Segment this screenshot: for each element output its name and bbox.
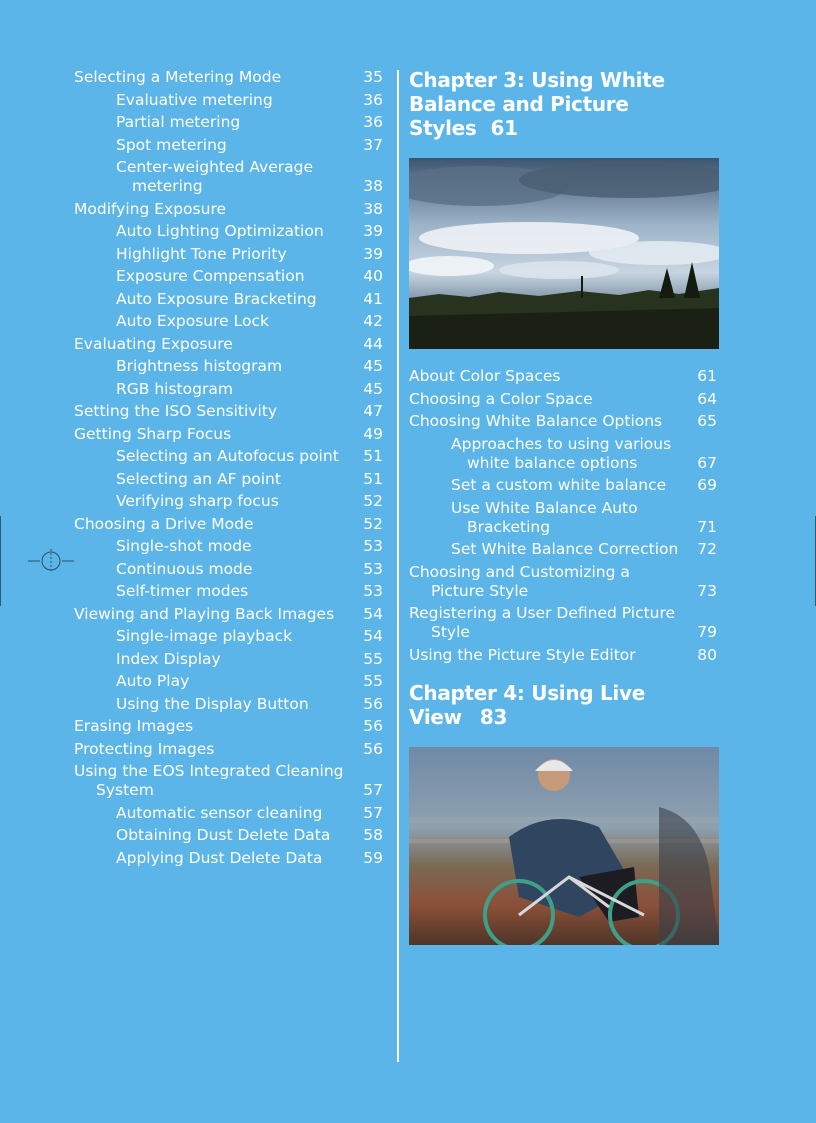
chapter-4-page-number: 83 <box>479 704 508 729</box>
toc-entry-page-number: 36 <box>363 90 383 109</box>
toc-entry-page-number: 52 <box>363 492 383 510</box>
toc-entry-title: Index Display <box>116 649 221 668</box>
toc-entry-title: Viewing and Playing Back Images <box>74 604 335 623</box>
toc-entry[interactable] <box>74 672 386 691</box>
toc-entry[interactable] <box>74 826 386 845</box>
toc-entry-page-number: 56 <box>363 739 383 758</box>
toc-entry[interactable] <box>74 136 386 155</box>
toc-entry[interactable] <box>409 540 719 559</box>
toc-entry[interactable] <box>409 476 719 495</box>
toc-entry[interactable] <box>74 717 386 736</box>
toc-entry-title: Protecting Images <box>74 739 215 758</box>
toc-entry-title: Selecting a Metering Mode <box>74 68 282 86</box>
toc-entry[interactable] <box>74 470 386 489</box>
registration-crosshair-icon <box>28 549 74 573</box>
toc-entry-page-number: 38 <box>363 199 383 218</box>
toc-entry-title: Registering a User Defined Picture Style <box>409 604 676 641</box>
toc-entry-page-number: 71 <box>697 517 717 536</box>
toc-entry-page-number: 39 <box>363 244 383 263</box>
toc-entry[interactable] <box>74 560 386 579</box>
toc-entry-title: Choosing and Customizing a Picture Style <box>409 562 630 600</box>
toc-entry[interactable] <box>74 380 386 399</box>
toc-entry-page-number: 59 <box>363 848 383 867</box>
toc-entry-page-number: 36 <box>363 113 383 131</box>
toc-entry-title: Using the Picture Style Editor <box>409 645 636 664</box>
toc-left-column <box>74 68 386 871</box>
toc-entry-page-number: 56 <box>363 717 383 735</box>
toc-entry[interactable] <box>74 357 386 376</box>
toc-entry[interactable] <box>74 222 386 241</box>
toc-entry-page-number: 57 <box>363 781 383 799</box>
toc-entry[interactable] <box>74 650 386 669</box>
toc-entry-page-number: 61 <box>697 367 717 385</box>
toc-entry[interactable] <box>74 762 386 800</box>
toc-entry-page-number: 51 <box>363 447 383 465</box>
toc-entry[interactable] <box>409 563 719 601</box>
chapter-4-title: Chapter 4: Using Live View <box>409 680 645 729</box>
cyclist-photo <box>409 747 719 945</box>
toc-entry-page-number: 49 <box>363 424 383 443</box>
toc-entry-title: Using the EOS Integrated Cleaning System <box>74 762 344 799</box>
toc-entry[interactable] <box>74 695 386 714</box>
toc-entry-title: Auto Exposure Lock <box>116 312 269 330</box>
toc-entry-title: Set White Balance Correction <box>451 540 679 558</box>
toc-entry[interactable] <box>74 335 386 354</box>
column-divider <box>397 70 399 1062</box>
left-trim-mark <box>0 516 1 606</box>
chapter-4-heading[interactable] <box>409 681 719 729</box>
toc-entry-title: Choosing White Balance Options <box>409 412 663 430</box>
toc-entry-page-number: 64 <box>697 389 717 408</box>
toc-entry-title: Setting the ISO Sensitivity <box>74 402 278 420</box>
toc-entry-title: RGB histogram <box>116 379 233 398</box>
toc-entry-page-number: 47 <box>363 402 383 420</box>
toc-entry-title: Auto Lighting Optimization <box>116 222 324 240</box>
toc-entry[interactable] <box>74 804 386 823</box>
toc-entry-title: Verifying sharp focus <box>116 492 279 510</box>
toc-entry-page-number: 54 <box>363 627 383 645</box>
toc-entry[interactable] <box>74 113 386 132</box>
landscape-photo <box>409 158 719 349</box>
toc-entry-title: Erasing Images <box>74 717 194 735</box>
toc-entry[interactable] <box>74 515 386 534</box>
toc-entry-title: Partial metering <box>116 113 241 131</box>
chapter-3-title-line2: Balance and Picture Styles <box>409 92 629 140</box>
toc-entry[interactable] <box>74 200 386 219</box>
toc-entry[interactable] <box>74 605 386 624</box>
toc-entry-page-number: 45 <box>363 357 383 375</box>
toc-entry[interactable] <box>74 740 386 759</box>
toc-entry-page-number: 52 <box>363 514 383 533</box>
toc-entry-page-number: 41 <box>363 289 383 308</box>
cyclist-illustration <box>409 747 719 945</box>
toc-entry-title: Single-shot mode <box>116 537 252 555</box>
toc-entry-title: Selecting an Autofocus point <box>116 447 339 465</box>
toc-entry-page-number: 72 <box>697 540 717 558</box>
chapter-3-title-line1: Chapter 3: Using White <box>409 68 665 92</box>
toc-entry-page-number: 37 <box>363 135 383 154</box>
toc-entry[interactable] <box>74 158 386 196</box>
toc-entry-title: Applying Dust Delete Data <box>116 848 323 867</box>
toc-entry-title: About Color Spaces <box>409 367 561 385</box>
toc-entry[interactable] <box>74 425 386 444</box>
toc-entry[interactable] <box>74 245 386 264</box>
chapter-3-page-number: 61 <box>490 116 518 140</box>
toc-entry[interactable] <box>74 402 386 421</box>
toc-entry-page-number: 39 <box>363 222 383 240</box>
toc-entry[interactable] <box>74 267 386 286</box>
toc-entry-page-number: 56 <box>363 694 383 713</box>
toc-entry[interactable] <box>74 537 386 556</box>
toc-entry-title: Approaches to using various white balance options <box>451 434 672 472</box>
toc-entry-page-number: 35 <box>363 68 383 86</box>
toc-entry-page-number: 65 <box>697 412 717 430</box>
toc-entry-title: Brightness histogram <box>116 357 283 375</box>
toc-entry-page-number: 54 <box>363 604 383 623</box>
toc-entry[interactable] <box>409 499 719 537</box>
toc-entry-page-number: 38 <box>363 177 383 195</box>
toc-entry-page-number: 79 <box>697 623 717 641</box>
toc-entry[interactable] <box>74 312 386 331</box>
toc-entry-page-number: 45 <box>363 379 383 398</box>
toc-entry-title: Selecting an AF point <box>116 469 281 488</box>
toc-entry-page-number: 42 <box>363 312 383 330</box>
toc-entry-page-number: 55 <box>363 649 383 668</box>
toc-entry-title: Set a custom white balance <box>451 476 667 494</box>
toc-entry-page-number: 58 <box>363 826 383 844</box>
toc-entry[interactable] <box>74 447 386 466</box>
toc-entry[interactable] <box>74 492 386 511</box>
toc-entry-title: Single-image playback <box>116 627 293 645</box>
toc-entry-title: Auto Exposure Bracketing <box>116 289 317 308</box>
toc-entry-title: Evaluative metering <box>116 90 273 109</box>
toc-entry-page-number: 67 <box>697 453 717 472</box>
toc-entry[interactable] <box>74 849 386 868</box>
toc-entry-page-number: 69 <box>697 476 717 494</box>
toc-entry-title: Choosing a Drive Mode <box>74 514 254 533</box>
toc-entry-page-number: 80 <box>697 645 717 664</box>
toc-entry-page-number: 51 <box>363 469 383 488</box>
toc-entry-title: Using the Display Button <box>116 694 309 713</box>
toc-entry-title: Auto Play <box>116 672 190 690</box>
toc-entry-title: Spot metering <box>116 135 227 154</box>
toc-entry-page-number: 57 <box>363 803 383 822</box>
toc-entry[interactable] <box>74 91 386 110</box>
toc-entry-title: Use White Balance Auto Bracketing <box>451 498 638 536</box>
toc-entry-title: Evaluating Exposure <box>74 334 233 353</box>
toc-entry-page-number: 73 <box>697 581 717 600</box>
toc-entry-title: Self-timer modes <box>116 582 249 600</box>
toc-entry-page-number: 53 <box>363 559 383 578</box>
toc-entry[interactable] <box>409 604 719 642</box>
toc-entry-title: Choosing a Color Space <box>409 389 593 408</box>
toc-entry[interactable] <box>409 435 719 473</box>
toc-right-column <box>409 68 719 945</box>
toc-entry-page-number: 40 <box>363 267 383 285</box>
toc-entry-title: Getting Sharp Focus <box>74 424 232 443</box>
toc-entry-page-number: 44 <box>363 334 383 353</box>
toc-entry-title: Continuous mode <box>116 559 253 578</box>
toc-entry[interactable] <box>409 390 719 409</box>
toc-entry[interactable] <box>409 367 719 386</box>
toc-entry[interactable] <box>74 582 386 601</box>
landscape-illustration <box>409 158 719 349</box>
toc-right-entries <box>409 367 719 665</box>
toc-entry[interactable] <box>74 290 386 309</box>
toc-entry-page-number: 53 <box>363 582 383 600</box>
toc-entry[interactable] <box>74 68 386 87</box>
chapter-3-heading[interactable] <box>409 68 719 140</box>
toc-entry-title: Modifying Exposure <box>74 199 227 218</box>
toc-entry-page-number: 53 <box>363 537 383 555</box>
toc-entry-page-number: 55 <box>363 672 383 690</box>
toc-entry-title: Automatic sensor cleaning <box>116 803 323 822</box>
toc-entry-title: Exposure Compensation <box>116 267 305 285</box>
toc-entry-title: Obtaining Dust Delete Data <box>116 826 331 844</box>
toc-entry-title: Center-weighted Average metering <box>116 158 313 195</box>
toc-entry-title: Highlight Tone Priority <box>116 244 287 263</box>
toc-entry[interactable] <box>409 412 719 431</box>
toc-entry[interactable] <box>409 646 719 665</box>
toc-entry[interactable] <box>74 627 386 646</box>
